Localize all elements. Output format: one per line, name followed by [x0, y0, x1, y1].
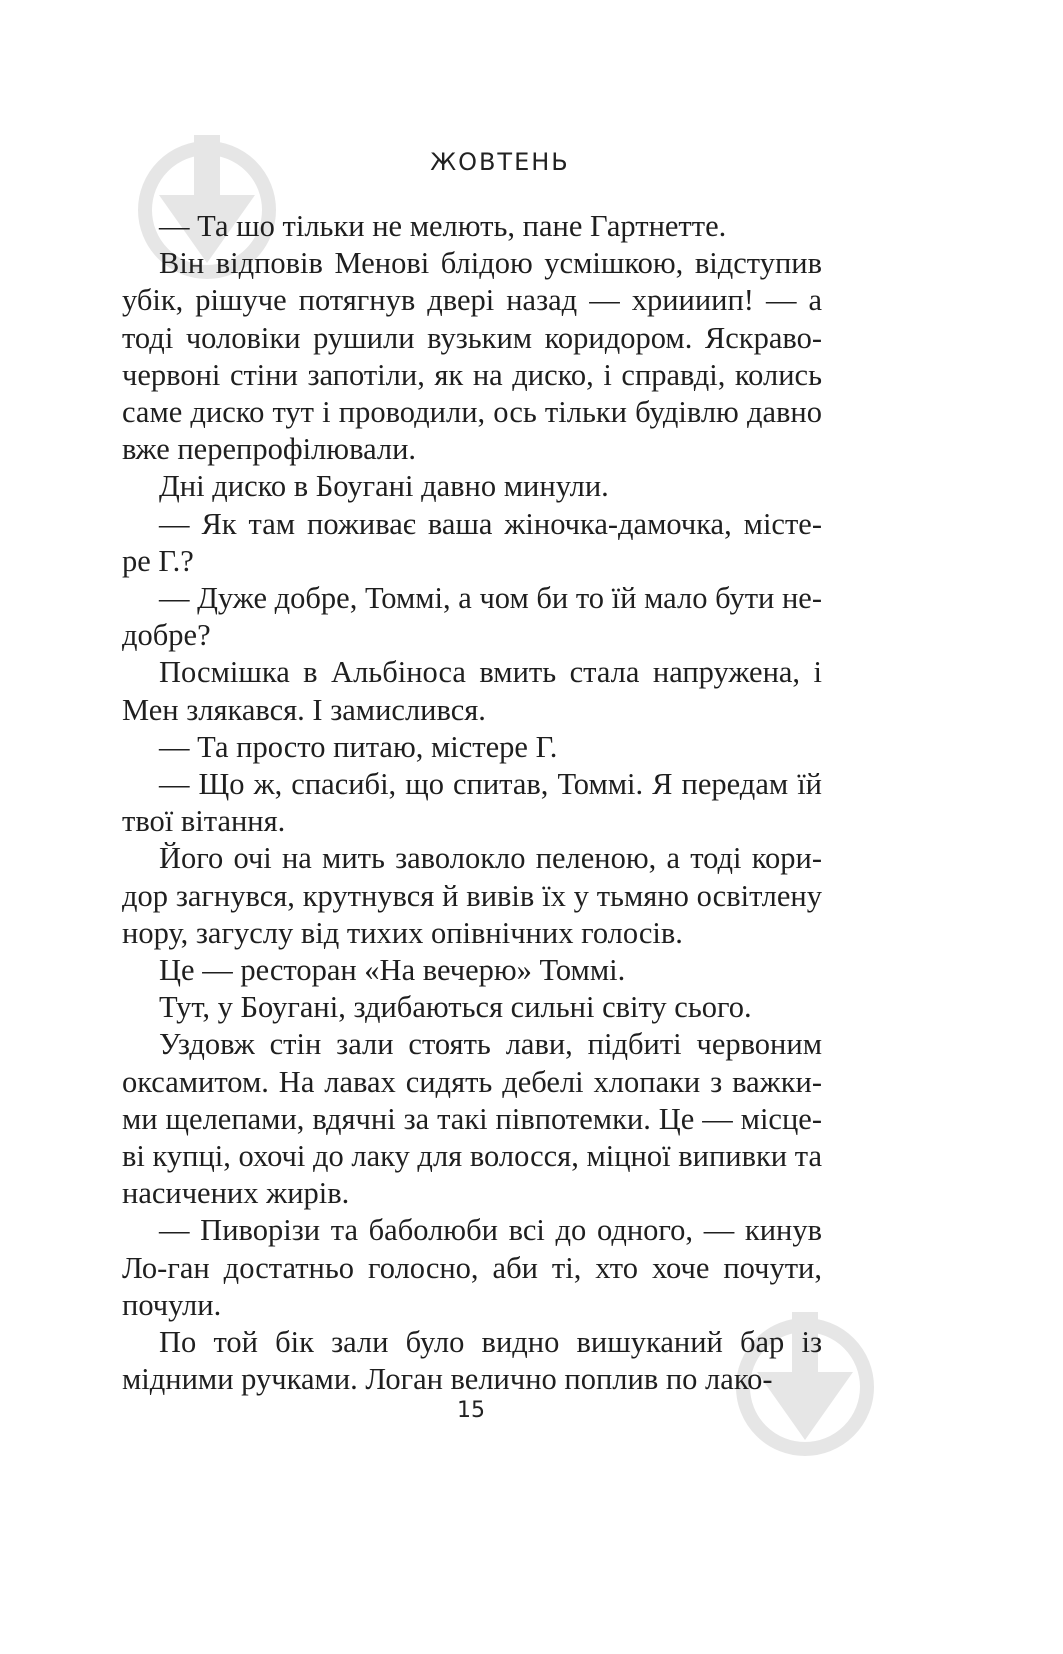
- paragraph: — Пиворізи та баболюби всі до одного, — кинув Ло-ган достатньо голосно, аби ті, хто хоче почути, почули.: [122, 1213, 822, 1322]
- paragraph: Уздовж стін зали стоять лави, підбиті червоним оксамитом. На лавах сидять дебелі хлопаки з важки-ми щелепами, вдячні за такі півпотемки. Це — місце-ві купці, охочі до лаку для волосся, міцної випивки та насичених жирів.: [122, 1027, 822, 1211]
- paragraph: — Та просто питаю, містере Г.: [159, 729, 558, 764]
- running-title: ЖОВТЕНЬ: [430, 148, 570, 176]
- page-number: 15: [457, 1398, 485, 1423]
- paragraph: — Що ж, спасибі, що спитав, Томмі. Я передам їй твої вітання.: [122, 767, 822, 839]
- paragraph: Посмішка в Альбіноса вмить стала напружена, і Мен злякався. І замислився.: [122, 655, 822, 727]
- paragraph: Він відповів Менові блідою усмішкою, відступив убік, рішуче потягнув двері назад — хриииип! — а тоді чоловіки рушили вузьким коридором. Яскраво-червоні стіни запотіли, як на диско, і справді, колись саме диско тут і проводили, ось тільки будівлю давно вже перепрофілювали.: [122, 246, 822, 467]
- paragraph: — Та шо тільки не мелють, пане Гартнетте.: [159, 209, 727, 243]
- paragraph: — Дуже добре, Томмі, а чом би то їй мало бути не-добре?: [122, 581, 822, 653]
- paragraph: Це — ресторан «На вечерю» Томмі.: [159, 953, 626, 988]
- paragraph: Дні диско в Боугані давно минули.: [159, 469, 609, 504]
- paragraph: — Як там поживає ваша жіночка-дамочка, місте-ре Г.?: [122, 506, 822, 578]
- paragraph: По той бік зали було видно вишуканий бар із мідними ручками. Логан велично поплив по лако-: [122, 1325, 822, 1397]
- body-text: [122, 208, 822, 1399]
- paragraph: Тут, у Боугані, здибаються сильні світу сього.: [159, 990, 752, 1025]
- paragraph: Його очі на мить заволокло пеленою, а тоді кори-дор загнувся, крутнувся й вивів їх у тьмяно освітлену нору, загуслу від тихих опівнічних голосів.: [122, 841, 822, 950]
